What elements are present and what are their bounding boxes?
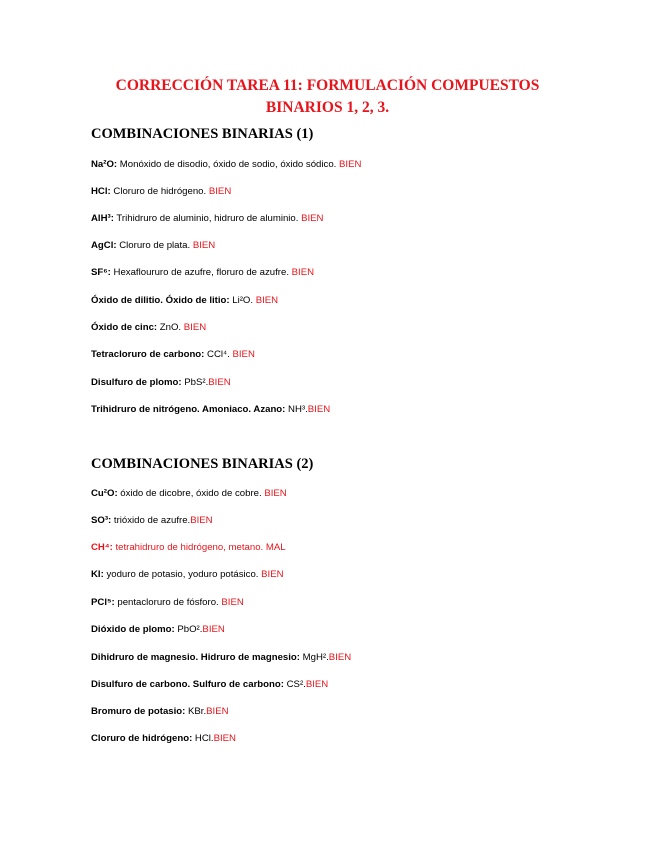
- grade-mark: BIEN: [202, 624, 225, 635]
- answer-text: NH³.: [285, 404, 308, 415]
- grade-mark: MAL: [265, 542, 286, 553]
- section-heading-1: COMBINACIONES BINARIAS (1): [91, 126, 314, 142]
- list-item: [91, 596, 244, 609]
- grade-mark: BIEN: [261, 569, 284, 580]
- formula-label: Dihidruro de magnesio. Hidruro de magnesio:: [91, 652, 300, 663]
- formula-label: Disulfuro de plomo:: [91, 377, 182, 388]
- answer-text: Cloruro de hidrógeno.: [110, 186, 209, 197]
- list-item: [91, 487, 287, 500]
- list-item: [91, 348, 255, 361]
- answer-text: Monóxido de disodio, óxido de sodio, óxido sódico.: [117, 159, 339, 170]
- list-item: [91, 376, 231, 389]
- formula-label: Cloruro de hidrógeno:: [91, 733, 193, 744]
- list-item: [91, 294, 278, 307]
- list-item: [91, 158, 361, 171]
- list-item: [91, 678, 328, 691]
- formula-label: Óxido de dilitio. Óxido de litio:: [91, 295, 230, 306]
- formula-label: Bromuro de potasio:: [91, 706, 186, 717]
- section-heading-2: COMBINACIONES BINARIAS (2): [91, 456, 314, 472]
- answer-text: yoduro de potasio, yoduro potásico.: [103, 569, 262, 580]
- grade-mark: BIEN: [255, 295, 279, 306]
- formula-label: Na²O:: [91, 159, 118, 170]
- grade-mark: BIEN: [232, 349, 255, 360]
- answer-text: tetrahidruro de hidrógeno, metano.: [112, 542, 266, 553]
- list-item: [91, 514, 213, 527]
- formula-label: Dióxido de plomo:: [91, 624, 175, 635]
- formula-label: CH⁴:: [91, 542, 113, 553]
- answer-text: Hexafloururo de azufre, floruro de azufre.: [110, 267, 292, 278]
- answer-text: Li²O.: [229, 295, 256, 306]
- list-item: [91, 239, 215, 252]
- grade-mark: BIEN: [307, 404, 331, 415]
- list-item: [91, 568, 284, 581]
- list-item: [91, 403, 330, 416]
- grade-mark: BIEN: [206, 706, 229, 717]
- grade-mark: BIEN: [291, 267, 315, 278]
- formula-label: Tetracloruro de carbono:: [91, 349, 205, 360]
- list-item: [91, 541, 286, 554]
- formula-label: AgCl:: [91, 240, 117, 251]
- formula-label: Trihidruro de nitrógeno. Amoniaco. Azano:: [91, 404, 286, 415]
- grade-mark: BIEN: [221, 597, 244, 608]
- formula-label: Óxido de cinc:: [91, 322, 158, 333]
- formula-label: Disulfuro de carbono. Sulfuro de carbono:: [91, 679, 284, 690]
- list-item: [91, 651, 351, 664]
- formula-label: SO³:: [91, 515, 112, 526]
- answer-text: CS².: [283, 679, 306, 690]
- answer-text: óxido de dicobre, óxido de cobre.: [117, 488, 265, 499]
- list-item: [91, 185, 231, 198]
- answer-text: KBr.: [185, 706, 207, 717]
- list-item: [91, 623, 225, 636]
- formula-label: AlH³:: [91, 213, 114, 224]
- answer-text: Trihidruro de aluminio, hidruro de aluminio.: [113, 213, 302, 224]
- grade-mark: BIEN: [301, 213, 324, 224]
- answer-text: HCl.: [192, 733, 214, 744]
- grade-mark: BIEN: [192, 240, 216, 251]
- answer-text: PbS².: [181, 377, 209, 388]
- list-item: [91, 321, 206, 334]
- grade-mark: BIEN: [305, 679, 329, 690]
- grade-mark: BIEN: [213, 733, 236, 744]
- list-item: [91, 212, 324, 225]
- grade-mark: BIEN: [264, 488, 287, 499]
- formula-label: Cu²O:: [91, 488, 118, 499]
- list-item: [91, 732, 236, 745]
- formula-label: HCl:: [91, 186, 111, 197]
- grade-mark: BIEN: [208, 186, 232, 197]
- formula-label: KI:: [91, 569, 104, 580]
- grade-mark: BIEN: [328, 652, 352, 663]
- grade-mark: BIEN: [183, 322, 207, 333]
- grade-mark: BIEN: [208, 377, 231, 388]
- answer-text: CCl⁴.: [204, 349, 233, 360]
- formula-label: PCl⁵:: [91, 597, 115, 608]
- formula-label: SF⁶:: [91, 267, 111, 278]
- grade-mark: BIEN: [339, 159, 362, 170]
- answer-text: ZnO.: [157, 322, 184, 333]
- answer-text: trióxido de azufre.: [111, 515, 191, 526]
- answer-text: Cloruro de plata.: [116, 240, 193, 251]
- list-item: [91, 266, 314, 279]
- answer-text: pentacloruro de fósforo.: [114, 597, 222, 608]
- page-title: CORRECCIÓN TAREA 11: FORMULACIÓN COMPUESTOS BINARIOS 1, 2, 3.: [115, 77, 540, 116]
- grade-mark: BIEN: [190, 515, 213, 526]
- answer-text: PbO².: [174, 624, 203, 635]
- list-item: [91, 705, 229, 718]
- answer-text: MgH².: [299, 652, 329, 663]
